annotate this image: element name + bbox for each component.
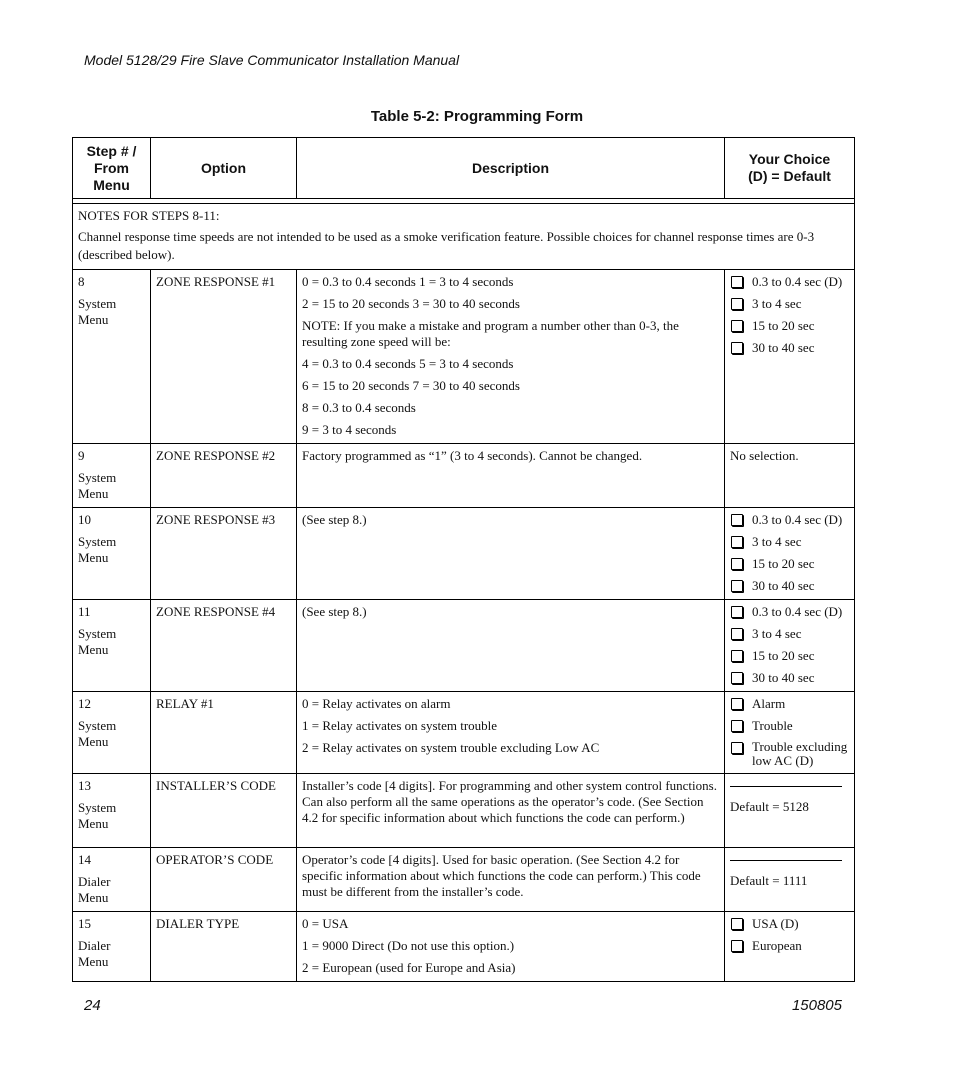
col-step-line: From	[94, 159, 129, 176]
from-menu	[78, 800, 145, 832]
col-option-header: Option	[151, 138, 297, 199]
from-menu	[78, 296, 145, 328]
option-cell	[151, 692, 297, 774]
choice-cell	[725, 444, 855, 508]
choice-option[interactable]	[730, 534, 849, 550]
description-line: Operator’s code [4 digits]. Used for basic operation. (See Section 4.2 for specific information about which functions the code can perform.) This code must be different from the installer’s code.	[302, 852, 701, 899]
choice-text: No selection.	[730, 448, 799, 463]
table-row	[73, 508, 855, 600]
checkbox-icon[interactable]	[731, 720, 743, 732]
step-number: 9	[78, 448, 85, 463]
checkbox-icon[interactable]	[731, 320, 743, 332]
checkbox-icon[interactable]	[731, 536, 743, 548]
choice-cell	[725, 270, 855, 444]
choice-option[interactable]	[730, 626, 849, 642]
option-name: ZONE RESPONSE #2	[156, 448, 276, 463]
step-number: 8	[78, 274, 85, 289]
description-line: 0 = USA	[302, 916, 349, 931]
choice-option[interactable]	[730, 318, 849, 334]
description-cell	[297, 508, 725, 600]
from-menu	[78, 938, 145, 970]
description-cell	[297, 444, 725, 508]
col-choice-header	[725, 138, 855, 199]
document-number: 150805	[791, 997, 842, 1014]
description-line: 1 = 9000 Direct (Do not use this option.)	[302, 938, 515, 953]
code-entry-line[interactable]	[730, 778, 842, 787]
col-step-header	[73, 138, 151, 199]
option-cell	[151, 600, 297, 692]
from-menu-line: System	[78, 626, 117, 641]
step-cell	[73, 270, 151, 444]
choice-option[interactable]	[730, 696, 849, 712]
choice-label: 0.3 to 0.4 sec (D)	[752, 274, 843, 289]
description-line: 2 = European (used for Europe and Asia)	[302, 960, 516, 975]
choice-label: 3 to 4 sec	[752, 534, 802, 549]
col-description-header: Description	[297, 138, 725, 199]
checkbox-icon[interactable]	[731, 628, 743, 640]
description-cell	[297, 270, 725, 444]
step-number: 10	[78, 512, 91, 527]
col-step-line: Menu	[93, 176, 130, 193]
step-number: 14	[78, 852, 91, 867]
choice-option[interactable]	[730, 718, 849, 734]
description-line: NOTE: If you make a mistake and program a number other than 0-3, the resulting zone speed will be:	[302, 318, 679, 349]
option-name: ZONE RESPONSE #4	[156, 604, 276, 619]
table-row	[73, 444, 855, 508]
description-line: (See step 8.)	[302, 604, 367, 619]
option-cell	[151, 508, 297, 600]
option-name: DIALER TYPE	[156, 916, 240, 931]
notes-row	[73, 204, 855, 270]
description-line: 8 = 0.3 to 0.4 seconds	[302, 400, 416, 415]
option-cell	[151, 444, 297, 508]
description-line: 2 = 15 to 20 seconds 3 = 30 to 40 seconds	[302, 296, 520, 311]
from-menu	[78, 626, 145, 658]
choice-label: 30 to 40 sec	[752, 670, 815, 685]
description-line: 0 = Relay activates on alarm	[302, 696, 451, 711]
choice-cell	[725, 692, 855, 774]
table-row	[73, 692, 855, 774]
step-cell	[73, 912, 151, 982]
step-number: 15	[78, 916, 91, 931]
choice-label: 0.3 to 0.4 sec (D)	[752, 604, 843, 619]
choice-option[interactable]	[730, 740, 849, 768]
choice-label: 15 to 20 sec	[752, 556, 815, 571]
description-line: Installer’s code [4 digits]. For programming and other system control functions. Can also perform all the same operations as the operator’s code. (See Section 4.2 for specific information about which functions the code can perform.)	[302, 778, 717, 825]
notes-text: Channel response time speeds are not intended to be used as a smoke verification feature. Possible choices for channel response times are 0-3 (described below).	[78, 229, 815, 262]
choice-cell	[725, 848, 855, 912]
description-cell	[297, 774, 725, 848]
option-name: ZONE RESPONSE #3	[156, 512, 276, 527]
from-menu-line: Menu	[78, 312, 109, 327]
option-cell	[151, 774, 297, 848]
choice-option[interactable]	[730, 938, 849, 954]
option-name: ZONE RESPONSE #1	[156, 274, 276, 289]
from-menu-line: Menu	[78, 816, 109, 831]
choice-label: European	[752, 938, 802, 953]
from-menu-line: System	[78, 296, 117, 311]
col-choice-line: Your Choice	[748, 151, 831, 167]
choice-label: Trouble excluding low AC (D)	[752, 739, 848, 768]
choice-option[interactable]	[730, 670, 849, 686]
choice-option[interactable]	[730, 296, 849, 312]
description-line: 2 = Relay activates on system trouble excluding Low AC	[302, 740, 600, 755]
choice-option[interactable]	[730, 604, 849, 620]
checkbox-icon[interactable]	[731, 606, 743, 618]
description-line: 4 = 0.3 to 0.4 seconds 5 = 3 to 4 seconds	[302, 356, 514, 371]
checkbox-icon[interactable]	[731, 580, 743, 592]
option-name: OPERATOR’S CODE	[156, 852, 274, 867]
description-cell	[297, 600, 725, 692]
checkbox-icon[interactable]	[731, 650, 743, 662]
checkbox-icon[interactable]	[731, 558, 743, 570]
programming-form-table	[72, 137, 855, 982]
description-cell	[297, 692, 725, 774]
checkbox-icon[interactable]	[731, 742, 743, 754]
from-menu	[78, 718, 145, 750]
checkbox-icon[interactable]	[731, 698, 743, 710]
choice-label: 15 to 20 sec	[752, 318, 815, 333]
choice-cell	[725, 774, 855, 848]
option-cell	[151, 270, 297, 444]
option-cell	[151, 848, 297, 912]
code-entry-line[interactable]	[730, 852, 842, 861]
step-cell	[73, 774, 151, 848]
step-cell	[73, 600, 151, 692]
default-value: Default = 5128	[730, 799, 809, 814]
option-name: INSTALLER’S CODE	[156, 778, 276, 793]
step-cell	[73, 692, 151, 774]
choice-option[interactable]	[730, 578, 849, 594]
choice-cell	[725, 912, 855, 982]
checkbox-icon[interactable]	[731, 276, 743, 288]
from-menu-line: System	[78, 718, 117, 733]
choice-label: Alarm	[752, 696, 786, 711]
checkbox-icon[interactable]	[731, 940, 743, 952]
choice-option[interactable]	[730, 512, 849, 528]
description-line: 1 = Relay activates on system trouble	[302, 718, 498, 733]
running-header: Model 5128/29 Fire Slave Communicator Installation Manual	[84, 52, 460, 68]
choice-option[interactable]	[730, 916, 849, 932]
description-line: 9 = 3 to 4 seconds	[302, 422, 397, 437]
choice-option[interactable]	[730, 648, 849, 664]
description-line: 6 = 15 to 20 seconds 7 = 30 to 40 seconds	[302, 378, 520, 393]
from-menu	[78, 874, 145, 906]
checkbox-icon[interactable]	[731, 918, 743, 930]
from-menu-line: System	[78, 800, 117, 815]
choice-option[interactable]	[730, 274, 849, 290]
table-row	[73, 774, 855, 848]
step-cell	[73, 508, 151, 600]
page-number: 24	[84, 997, 101, 1014]
from-menu-line: System	[78, 534, 117, 549]
choice-label: 15 to 20 sec	[752, 648, 815, 663]
from-menu-line: Menu	[78, 954, 109, 969]
from-menu-line: Dialer	[78, 874, 111, 889]
table-title: Table 5-2: Programming Form	[370, 108, 584, 125]
from-menu-line: Menu	[78, 642, 109, 657]
checkbox-icon[interactable]	[731, 342, 743, 354]
description-line: 0 = 0.3 to 0.4 seconds 1 = 3 to 4 seconds	[302, 274, 514, 289]
from-menu-line: Menu	[78, 890, 109, 905]
step-cell	[73, 444, 151, 508]
option-cell	[151, 912, 297, 982]
checkbox-icon[interactable]	[731, 672, 743, 684]
choice-label: 3 to 4 sec	[752, 296, 802, 311]
description-cell	[297, 912, 725, 982]
choice-label: Trouble	[752, 718, 793, 733]
from-menu-line: Dialer	[78, 938, 111, 953]
checkbox-icon[interactable]	[731, 514, 743, 526]
notes-title: NOTES FOR STEPS 8-11:	[78, 208, 220, 223]
step-number: 12	[78, 696, 91, 711]
from-menu-line: System	[78, 470, 117, 485]
option-name: RELAY #1	[156, 696, 214, 711]
step-number: 13	[78, 778, 91, 793]
table-row	[73, 600, 855, 692]
choice-cell	[725, 600, 855, 692]
choice-option[interactable]	[730, 556, 849, 572]
choice-label: 30 to 40 sec	[752, 340, 815, 355]
table-row	[73, 270, 855, 444]
choice-label: 30 to 40 sec	[752, 578, 815, 593]
step-number: 11	[78, 604, 91, 619]
table-row	[73, 912, 855, 982]
from-menu-line: Menu	[78, 486, 109, 501]
description-cell	[297, 848, 725, 912]
from-menu-line: Menu	[78, 734, 109, 749]
from-menu	[78, 534, 145, 566]
choice-option[interactable]	[730, 340, 849, 356]
choice-cell	[725, 508, 855, 600]
description-line: Factory programmed as “1” (3 to 4 seconds). Cannot be changed.	[302, 448, 643, 463]
table-header-row	[73, 138, 855, 199]
choice-label: USA (D)	[752, 916, 799, 931]
step-cell	[73, 848, 151, 912]
default-value: Default = 1111	[730, 873, 808, 888]
choice-label: 3 to 4 sec	[752, 626, 802, 641]
choice-label: 0.3 to 0.4 sec (D)	[752, 512, 843, 527]
col-step-line: Step # /	[86, 142, 137, 159]
col-choice-line: (D) = Default	[748, 168, 831, 184]
from-menu	[78, 470, 145, 502]
table-row	[73, 848, 855, 912]
description-line: (See step 8.)	[302, 512, 367, 527]
from-menu-line: Menu	[78, 550, 109, 565]
checkbox-icon[interactable]	[731, 298, 743, 310]
